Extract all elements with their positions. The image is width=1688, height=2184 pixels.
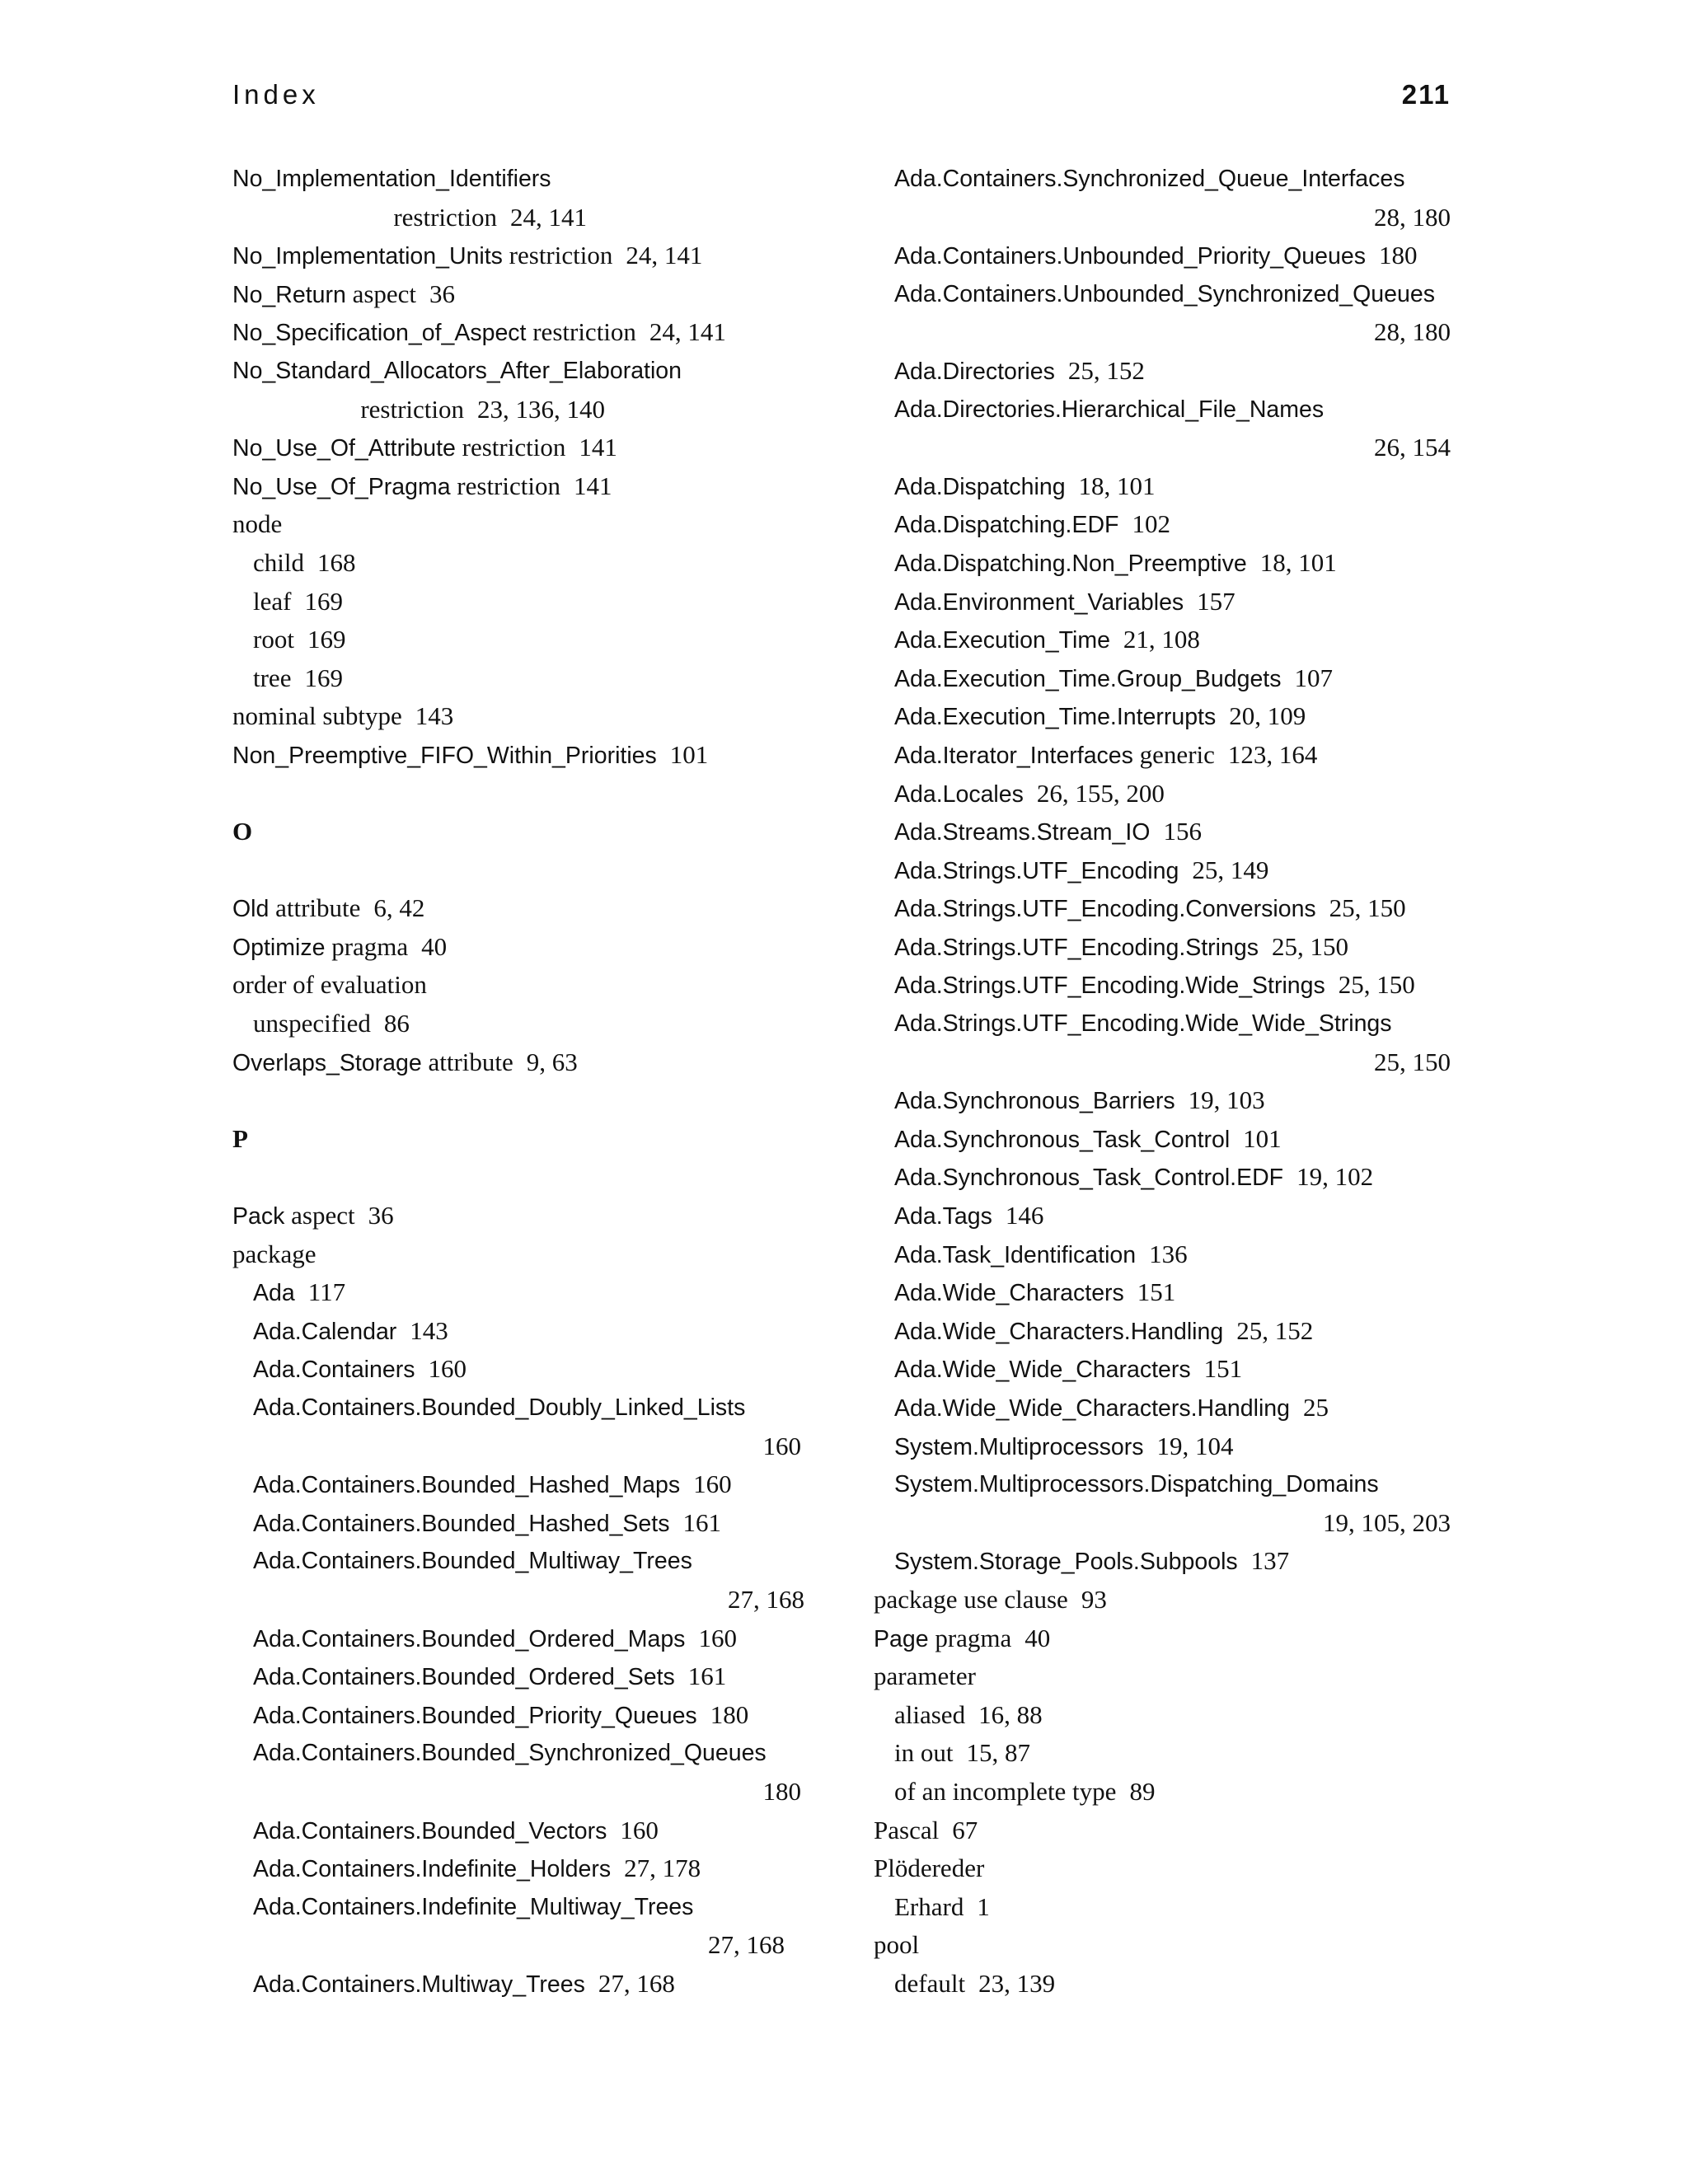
page-refs: 25, 150 (1338, 970, 1415, 1000)
index-subentry (874, 889, 1451, 928)
page-refs: 15, 87 (966, 1738, 1030, 1768)
page-refs: 161 (682, 1507, 721, 1537)
index-entry (874, 1849, 1451, 1888)
entry-term-code: Ada.Containers.Bounded_Priority_Queues (253, 1702, 697, 1729)
entry-term: pool (874, 1930, 920, 1960)
entry-term: restriction (455, 433, 566, 462)
index-entry-continuation (874, 199, 1451, 237)
entry-term-code: System.Multiprocessors (894, 1433, 1144, 1460)
entry-term-code: Ada.Dispatching (894, 473, 1066, 500)
entry-term-code: Ada.Strings.UTF_Encoding.Wide_Strings (894, 972, 1325, 1000)
index-subentry (232, 1849, 809, 1888)
page-refs: 28, 180 (1374, 317, 1451, 347)
page-refs: 143 (410, 1315, 448, 1345)
entry-term-code: Ada.Execution_Time.Group_Budgets (894, 665, 1282, 692)
index-entry-continuation (232, 1773, 809, 1811)
index-subentry (874, 1197, 1451, 1235)
page-refs: 180 (762, 1776, 801, 1806)
index-subentry (874, 1542, 1451, 1581)
entry-term: leaf (253, 586, 292, 616)
entry-term-code: No_Implementation_Identifiers (232, 166, 551, 192)
page-refs: 16, 88 (978, 1699, 1043, 1729)
page-refs: 27, 168 (728, 1584, 804, 1614)
section-letter: P (232, 1123, 248, 1153)
entry-term-code: Overlaps_Storage (232, 1049, 422, 1076)
entry-term-code: Ada.Containers.Bounded_Multiway_Trees (253, 1548, 692, 1575)
entry-term-code: Ada.Wide_Characters.Handling (894, 1318, 1224, 1345)
entry-term-code: Ada.Strings.UTF_Encoding.Conversions (894, 896, 1316, 923)
index-entry-continuation (874, 1504, 1451, 1543)
entry-term-code: Ada.Locales (894, 780, 1024, 808)
index-subentry (232, 1542, 809, 1581)
entry-term-code: Ada.Containers.Bounded_Doubly_Linked_Lists (253, 1394, 746, 1421)
index-subentry (874, 1081, 1451, 1120)
index-subentry (232, 1465, 809, 1504)
page-refs: 19, 104 (1156, 1431, 1234, 1460)
index-subentry (232, 659, 809, 698)
page-refs: 146 (1005, 1201, 1044, 1230)
page-refs: 136 (1149, 1239, 1188, 1268)
index-entry (874, 1581, 1451, 1619)
entry-term: order of evaluation (232, 970, 427, 1000)
index-entry-continuation (874, 1043, 1451, 1082)
index-subentry (232, 1696, 809, 1735)
page-refs: 101 (669, 739, 709, 769)
page-refs: 21, 108 (1123, 625, 1200, 654)
index-entry (232, 467, 809, 506)
index-subentry (874, 160, 1451, 199)
index-entry (232, 505, 809, 544)
index-entry-continuation (874, 313, 1451, 352)
entry-term-code: No_Standard_Allocators_After_Elaboration (232, 357, 682, 384)
index-subentry (874, 544, 1451, 583)
index-subentry (874, 1888, 1451, 1927)
index-column-left (232, 160, 809, 2004)
index-entry-continuation (232, 1581, 809, 1619)
page-refs: 19, 103 (1188, 1085, 1265, 1115)
index-entry (232, 697, 809, 736)
entry-term-code: Ada.Containers.Unbounded_Priority_Queues (894, 243, 1366, 270)
page-refs: 6, 42 (373, 893, 425, 923)
page-refs: 160 (693, 1469, 732, 1499)
page-refs: 67 (952, 1815, 978, 1844)
index-subentry (874, 1773, 1451, 1811)
entry-term-code: Ada.Containers.Indefinite_Holders (253, 1856, 612, 1883)
entry-term-code: Ada.Containers.Bounded_Ordered_Maps (253, 1625, 686, 1652)
index-subentry (874, 1734, 1451, 1773)
entry-term-code: Ada.Containers.Bounded_Hashed_Sets (253, 1510, 670, 1537)
index-subentry (874, 391, 1451, 429)
entry-term-code: Ada.Execution_Time (894, 627, 1110, 654)
entry-term-code: No_Use_Of_Pragma (232, 473, 451, 500)
index-subentry (874, 505, 1451, 544)
page-refs: 160 (698, 1623, 737, 1652)
entry-term-code: System.Storage_Pools.Subpools (894, 1549, 1238, 1576)
page-refs: 36 (429, 279, 456, 308)
page-refs: 160 (762, 1431, 801, 1460)
index-subentry (874, 1389, 1451, 1427)
index-subentry (874, 851, 1451, 890)
index-subentry (874, 1965, 1451, 2004)
index-entry (232, 966, 809, 1005)
entry-term-code: Ada.Task_Identification (894, 1241, 1137, 1268)
spacer (232, 1158, 809, 1197)
index-entry (232, 1235, 809, 1274)
index-subentry (874, 1427, 1451, 1466)
entry-term-code: Pack (232, 1203, 285, 1230)
index-subentry (874, 1312, 1451, 1351)
entry-term-code: Ada.Dispatching.Non_Preemptive (894, 550, 1247, 577)
index-subentry (232, 1734, 809, 1773)
entry-term: restriction (393, 202, 497, 232)
index-subentry (874, 1350, 1451, 1389)
index-entry (232, 889, 809, 928)
index-subentry (232, 621, 809, 659)
index-entry (232, 237, 809, 275)
index-subentry (874, 237, 1451, 275)
entry-term: Pascal (874, 1815, 940, 1844)
index-subentry (232, 544, 809, 583)
entry-term: nominal subtype (232, 701, 402, 731)
index-subentry (232, 1965, 809, 2004)
page-refs: 180 (1378, 241, 1418, 270)
entry-term-code: Ada.Containers.Bounded_Synchronized_Queues (253, 1740, 767, 1767)
entry-term: default (894, 1968, 966, 1998)
entry-term-code: Ada.Streams.Stream_IO (894, 819, 1151, 846)
page-refs: 25, 149 (1192, 855, 1269, 884)
page-refs: 18, 101 (1259, 547, 1337, 577)
page-refs: 40 (1025, 1623, 1051, 1652)
page-refs: 151 (1203, 1354, 1243, 1384)
page-refs: 23, 136, 140 (477, 394, 605, 424)
entry-term-code: Ada (253, 1280, 295, 1307)
page-refs: 25, 152 (1236, 1315, 1314, 1345)
page-refs: 25, 152 (1067, 355, 1145, 385)
index-subentry (874, 621, 1451, 659)
spacer (232, 775, 809, 813)
entry-term: in out (894, 1738, 954, 1768)
page-refs: 151 (1137, 1277, 1176, 1307)
page-refs: 156 (1163, 817, 1202, 846)
index-entry (232, 1043, 809, 1082)
index-entry (232, 1197, 809, 1235)
page-refs: 102 (1132, 509, 1170, 539)
entry-term: Plödereder (874, 1854, 985, 1883)
entry-term: attribute (421, 1047, 513, 1076)
entry-term-code: Ada.Containers.Bounded_Ordered_Sets (253, 1664, 675, 1691)
page-refs: 137 (1250, 1546, 1290, 1576)
index-entry-continuation (232, 199, 809, 237)
entry-term: aspect (284, 1201, 355, 1230)
entry-term: parameter (874, 1661, 976, 1691)
page-refs: 27, 168 (598, 1968, 675, 1998)
entry-term: node (232, 509, 283, 539)
page-refs: 26, 155, 200 (1036, 778, 1165, 808)
entry-term: restriction (526, 317, 636, 347)
page-refs: 27, 168 (708, 1930, 785, 1960)
entry-term-code: Ada.Strings.UTF_Encoding.Strings (894, 934, 1259, 961)
page-refs: 89 (1129, 1776, 1156, 1806)
page-refs: 93 (1081, 1584, 1107, 1614)
index-subentry (874, 775, 1451, 813)
entry-term: restriction (450, 471, 560, 500)
entry-term-code: No_Implementation_Units (232, 243, 503, 270)
index-entry (874, 1926, 1451, 1965)
index-subentry (232, 1350, 809, 1389)
index-subentry (874, 1273, 1451, 1312)
page-refs: 157 (1197, 586, 1236, 616)
entry-term: generic (1132, 739, 1215, 769)
page-refs: 169 (304, 663, 343, 692)
index-entry (874, 1657, 1451, 1696)
page-refs: 28, 180 (1374, 202, 1451, 232)
index-subentry (232, 1005, 809, 1043)
index-entry (232, 429, 809, 467)
entry-term-code: Ada.Environment_Variables (894, 588, 1184, 616)
index-entry (232, 928, 809, 967)
page-refs: 161 (687, 1661, 727, 1691)
index-entry (232, 736, 809, 775)
entry-term: restriction (502, 241, 613, 270)
page-refs: 25 (1303, 1393, 1329, 1422)
index-subentry (232, 1811, 809, 1850)
entry-term: unspecified (253, 1009, 371, 1038)
page-refs: 160 (428, 1354, 467, 1384)
page-refs: 123, 164 (1227, 739, 1318, 769)
entry-term-code: Old (232, 896, 270, 923)
entry-term-code: Ada.Directories (894, 358, 1055, 385)
entry-term: pragma (928, 1623, 1012, 1652)
entry-term-code: Non_Preemptive_FIFO_Within_Priorities (232, 742, 657, 769)
index-subentry (874, 1235, 1451, 1274)
index-subentry (874, 1005, 1451, 1043)
page-refs: 9, 63 (526, 1047, 578, 1076)
page-refs: 1 (977, 1891, 990, 1921)
index-subentry (232, 1273, 809, 1312)
entry-term: restriction (360, 394, 464, 424)
entry-term-code: Ada.Wide_Characters (894, 1280, 1124, 1307)
entry-term: root (253, 625, 294, 654)
entry-term: aspect (345, 279, 417, 308)
entry-term-code: No_Return (232, 281, 346, 308)
index-subentry (874, 813, 1451, 851)
page-refs: 24, 141 (510, 202, 587, 232)
index-subentry (232, 1657, 809, 1696)
entry-term-code: Ada.Dispatching.EDF (894, 512, 1119, 539)
index-subentry (874, 928, 1451, 967)
index-entry (232, 275, 809, 314)
index-entry (232, 160, 809, 199)
entry-term-code: Ada.Containers.Synchronized_Queue_Interfaces (894, 166, 1405, 192)
entry-term: tree (253, 663, 292, 692)
index-entry (232, 352, 809, 391)
index-subentry (874, 1696, 1451, 1735)
index-entry (232, 313, 809, 352)
entry-term-code: No_Specification_of_Aspect (232, 320, 527, 347)
page-refs: 24, 141 (649, 317, 726, 347)
spacer (232, 851, 809, 890)
entry-term-code: Ada.Synchronous_Task_Control (894, 1126, 1231, 1153)
page-refs: 168 (317, 547, 356, 577)
entry-term-code: Ada.Containers (253, 1357, 415, 1384)
entry-term-code: Ada.Strings.UTF_Encoding.Wide_Wide_Strings (894, 1010, 1392, 1038)
page-refs: 25, 150 (1329, 893, 1406, 923)
index-subentry (232, 583, 809, 621)
page-refs: 23, 139 (978, 1968, 1056, 1998)
page-refs: 26, 154 (1374, 433, 1451, 462)
entry-term-code: Ada.Execution_Time.Interrupts (894, 704, 1217, 731)
page-refs: 25, 150 (1374, 1047, 1451, 1076)
page-refs: 18, 101 (1078, 471, 1156, 500)
entry-term-code: Optimize (232, 934, 326, 961)
index-subentry (874, 275, 1451, 314)
page-refs: 19, 102 (1296, 1162, 1374, 1192)
running-header-title: Index (232, 79, 320, 110)
index-subentry (874, 697, 1451, 736)
index-subentry (232, 1312, 809, 1351)
entry-term-code: Ada.Strings.UTF_Encoding (894, 857, 1179, 884)
entry-term: pragma (325, 931, 409, 961)
index-subentry (232, 1888, 809, 1927)
entry-term-code: No_Use_Of_Attribute (232, 435, 456, 462)
index-subentry (232, 1504, 809, 1543)
index-subentry (874, 583, 1451, 621)
entry-term-code: Ada.Tags (894, 1203, 992, 1230)
page-refs: 25, 150 (1271, 931, 1348, 961)
page-refs: 107 (1294, 663, 1333, 692)
entry-term-code: System.Multiprocessors.Dispatching_Domains (894, 1471, 1379, 1498)
index-entry-continuation (232, 1926, 809, 1965)
index-subentry (874, 1120, 1451, 1159)
entry-term: package use clause (874, 1584, 1068, 1614)
index-subentry (874, 467, 1451, 506)
index-subentry (874, 352, 1451, 391)
entry-term-code: Ada.Wide_Wide_Characters (894, 1357, 1191, 1384)
index-entry-continuation (232, 1427, 809, 1466)
page-refs: 160 (620, 1815, 659, 1844)
entry-term: attribute (269, 893, 361, 923)
page-refs: 86 (383, 1009, 410, 1038)
entry-term-code: Ada.Iterator_Interfaces (894, 742, 1133, 769)
page-refs: 19, 105, 203 (1323, 1507, 1451, 1537)
page-refs: 117 (307, 1277, 346, 1307)
index-subentry (232, 1389, 809, 1427)
index-subentry (874, 736, 1451, 775)
index-entry-continuation (232, 391, 809, 429)
index-entry-continuation (874, 429, 1451, 467)
entry-term-code: Ada.Containers.Multiway_Trees (253, 1971, 585, 1998)
index-subentry (874, 1158, 1451, 1197)
index-entry (874, 1811, 1451, 1850)
page-refs: 36 (368, 1201, 394, 1230)
entry-term-code: Ada.Synchronous_Task_Control.EDF (894, 1165, 1284, 1192)
index-entry (874, 1619, 1451, 1658)
entry-term-code: Ada.Synchronous_Barriers (894, 1088, 1175, 1115)
entry-term: child (253, 547, 304, 577)
entry-term: package (232, 1239, 316, 1268)
section-letter: O (232, 817, 253, 846)
entry-term: Erhard (894, 1891, 964, 1921)
page-refs: 20, 109 (1229, 701, 1306, 731)
page-refs: 169 (307, 625, 346, 654)
entry-term-code: Ada.Directories.Hierarchical_File_Names (894, 396, 1325, 423)
page-refs: 141 (573, 471, 612, 500)
index-subentry (232, 1619, 809, 1658)
entry-term-code: Ada.Calendar (253, 1318, 397, 1345)
page-refs: 143 (415, 701, 454, 731)
index-subentry (874, 659, 1451, 698)
page-refs: 141 (579, 433, 617, 462)
page-refs: 24, 141 (626, 241, 703, 270)
page-refs: 169 (304, 586, 343, 616)
entry-term-code: Ada.Containers.Bounded_Vectors (253, 1817, 607, 1844)
entry-term: of an incomplete type (894, 1776, 1117, 1806)
page-number: 211 (1401, 79, 1451, 110)
entry-term-code: Ada.Wide_Wide_Characters.Handling (894, 1395, 1290, 1422)
index-subentry (874, 966, 1451, 1005)
index-column-right (874, 160, 1451, 2004)
page-refs: 101 (1243, 1123, 1282, 1153)
entry-term-code: Ada.Containers.Bounded_Hashed_Maps (253, 1472, 681, 1499)
entry-term-code: Ada.Containers.Unbounded_Synchronized_Queues (894, 280, 1435, 307)
spacer (232, 1081, 809, 1120)
index-subentry (874, 1465, 1451, 1504)
page-refs: 40 (421, 931, 448, 961)
entry-term-code: Page (874, 1625, 929, 1652)
page-refs: 180 (710, 1699, 749, 1729)
entry-term-code: Ada.Containers.Indefinite_Multiway_Trees (253, 1893, 694, 1920)
entry-term: aliased (894, 1699, 966, 1729)
page-refs: 27, 178 (624, 1854, 701, 1883)
